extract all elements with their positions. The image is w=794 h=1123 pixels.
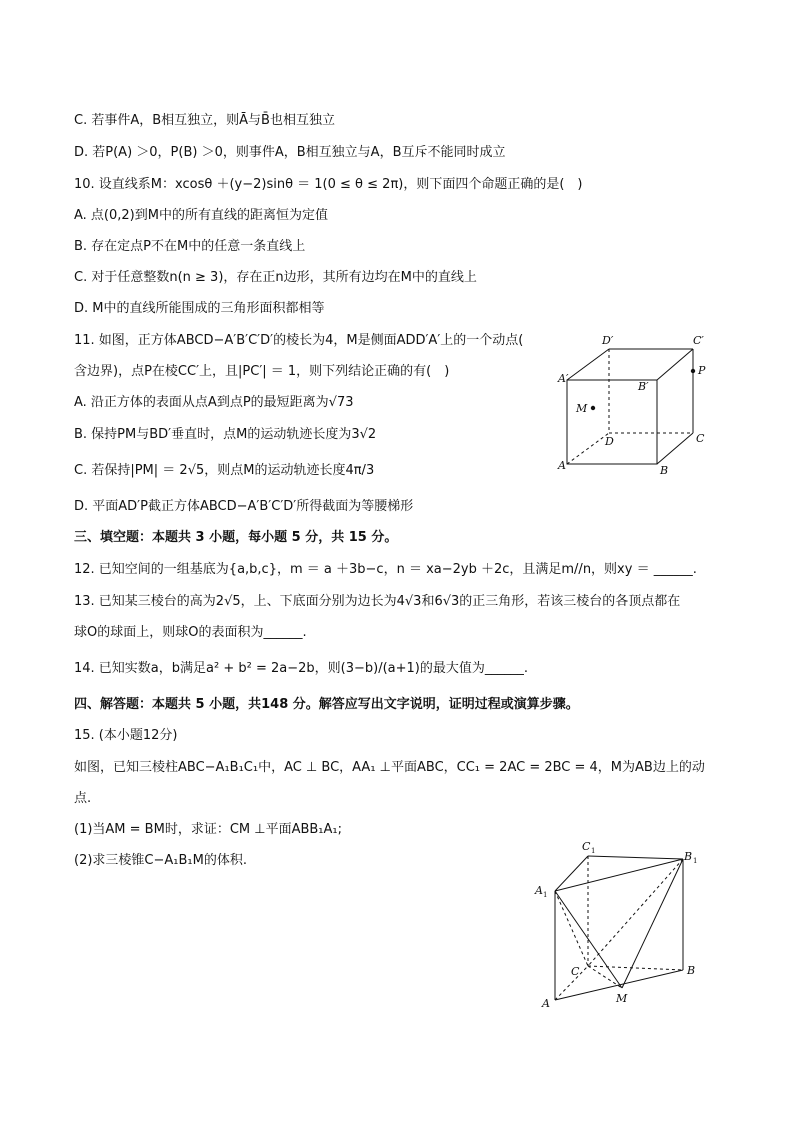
- label-P: P: [698, 364, 706, 377]
- text-line-l3: 10. 设直线系M：xcosθ ＋(y−2)sinθ ＝ 1(0 ≤ θ ≤ 2π)，则下面四个命题正确的是( ): [74, 177, 583, 192]
- text-line-l12: C. 若保持|PM| ＝ 2√5，则点M的运动轨迹长度4π/3: [74, 463, 375, 478]
- label-Ap: A′: [558, 372, 569, 385]
- text-line-l6: C. 对于任意整数n(n ≥ 3)，存在正n边形，其所有边均在M中的直线上: [74, 270, 477, 285]
- text-line-l4: A. 点(0,2)到M中的所有直线的距离恒为定值: [74, 208, 328, 223]
- text-line-l10: A. 沿正方体的表面从点A到点P的最短距离为√73: [74, 395, 354, 410]
- label-A: A: [542, 997, 550, 1010]
- label-C: C: [696, 432, 705, 445]
- text-line-l15: 12. 已知空间的一组基底为{a,b,c}，m ＝ a ＋3b−c，n ＝ xa−2yb ＋2c，且满足m//n，则xy ＝ ______.: [74, 562, 697, 577]
- label-B1-sub: 1: [693, 857, 698, 865]
- text-line-l1: C. 若事件A，B相互独立，则Ā与B̄也相互独立: [74, 113, 335, 128]
- text-line-l14: 三、填空题：本题共 3 小题，每小题 5 分，共 15 分。: [74, 530, 398, 545]
- text-line-l9: 含边界)，点P在棱CC′上，且|PC′| ＝ 1，则下列结论正确的有( ): [74, 364, 450, 379]
- label-M: M: [616, 992, 628, 1005]
- label-Dp: D′: [602, 334, 614, 347]
- label-C1: C: [582, 840, 591, 853]
- prism-figure: [530, 832, 710, 1012]
- text-line-l22: 点.: [74, 791, 92, 806]
- label-M: M: [576, 402, 588, 415]
- label-B1: B: [684, 850, 693, 863]
- text-line-l13: D. 平面AD′P截正方体ABCD−A′B′C′D′所得截面为等腰梯形: [74, 499, 414, 514]
- text-line-l20: 15. (本小题12分): [74, 728, 178, 743]
- label-Cp: C′: [693, 334, 704, 347]
- label-B: B: [687, 964, 696, 977]
- text-line-l2: D. 若P(A) ＞0，P(B) ＞0，则事件A，B相互独立与A，B互斥不能同时成立: [74, 145, 506, 160]
- label-A: A: [558, 459, 566, 472]
- label-A1-sub: 1: [543, 891, 548, 899]
- text-line-l7: D. M中的直线所能围成的三角形面积都相等: [74, 301, 325, 316]
- text-line-l21: 如图，已知三棱柱ABC−A₁B₁C₁中，AC ⊥ BC，AA₁ ⊥平面ABC，CC₁ = 2AC = 2BC = 4，M为AB边上的动: [74, 760, 705, 775]
- label-A1: A: [535, 884, 543, 897]
- text-line-l23: (1)当AM = BM时，求证：CM ⊥平面ABB₁A₁;: [74, 822, 342, 837]
- text-line-l17: 球O的球面上，则球O的表面积为______.: [74, 625, 307, 640]
- text-line-l19: 四、解答题：本题共 5 小题，共148 分。解答应写出文字说明，证明过程或演算步骤。: [74, 697, 579, 712]
- text-line-l16: 13. 已知某三棱台的高为2√5，上、下底面分别为边长为4√3和6√3的正三角形，若该三棱台的各顶点都在: [74, 594, 681, 609]
- text-line-l11: B. 保持PM与BD′垂直时，点M的运动轨迹长度为3√2: [74, 427, 377, 442]
- text-line-l8: 11. 如图，正方体ABCD−A′B′C′D′的棱长为4，M是侧面ADD′A′上的一个动点(: [74, 333, 524, 348]
- text-line-l5: B. 存在定点P不在M中的任意一条直线上: [74, 239, 306, 254]
- label-B: B: [660, 464, 669, 477]
- text-line-l18: 14. 已知实数a，b满足a² + b² = 2a−2b，则(3−b)/(a+1)的最大值为______.: [74, 661, 528, 676]
- label-C1-sub: 1: [591, 847, 596, 855]
- text-line-l24: (2)求三棱锥C−A₁B₁M的体积.: [74, 853, 247, 868]
- label-C: C: [571, 965, 580, 978]
- cube-figure: [550, 330, 720, 480]
- label-Bp: B′: [638, 380, 649, 393]
- label-D: D: [605, 435, 614, 448]
